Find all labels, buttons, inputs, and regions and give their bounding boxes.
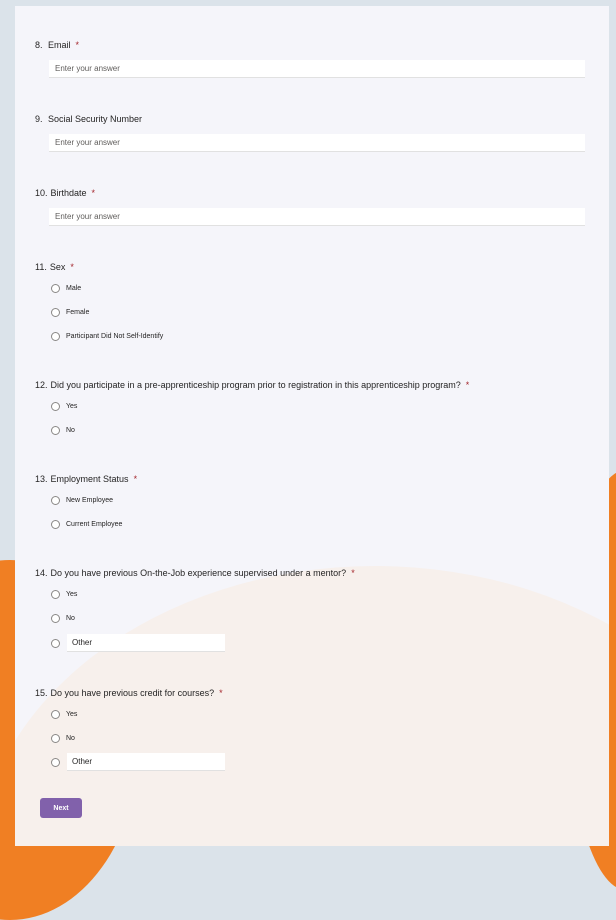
question-text: Email: [48, 40, 71, 50]
question-number: 13.: [35, 474, 48, 484]
required-asterisk: *: [465, 380, 470, 390]
required-asterisk: *: [351, 568, 355, 578]
question-number: 11.: [35, 262, 47, 272]
other-label: Other: [72, 638, 93, 647]
input-placeholder: Enter your answer: [55, 212, 120, 221]
radio-button[interactable]: [51, 520, 60, 529]
radio-button[interactable]: [51, 639, 60, 648]
radio-option-yes[interactable]: [51, 588, 77, 600]
option-label: Yes: [66, 402, 78, 410]
question-text: Sex: [49, 262, 66, 272]
question-number: 14.: [35, 568, 48, 578]
option-label: No: [66, 426, 75, 434]
option-label: New Employee: [66, 496, 114, 504]
question-number: 10.: [35, 188, 48, 198]
required-asterisk: *: [91, 188, 96, 198]
radio-option-male[interactable]: [51, 282, 81, 294]
question-number: 9.: [35, 114, 43, 124]
radio-button[interactable]: [51, 402, 60, 411]
other-text-input[interactable]: [67, 753, 225, 771]
radio-option-other[interactable]: [51, 756, 225, 768]
form-card: [15, 6, 609, 846]
option-label: No: [66, 614, 75, 622]
radio-button[interactable]: [51, 308, 60, 317]
radio-option-no[interactable]: [51, 732, 75, 744]
question-number: 8.: [35, 40, 43, 50]
ssn-input[interactable]: [49, 134, 585, 152]
radio-option-yes[interactable]: [51, 400, 77, 412]
option-label: Yes: [66, 590, 78, 598]
radio-button[interactable]: [51, 426, 60, 435]
option-label: Participant Did Not Self-Identify: [66, 332, 164, 340]
question-number: 12.: [35, 380, 48, 390]
input-placeholder: Enter your answer: [55, 138, 120, 147]
question-title: [35, 188, 95, 198]
required-asterisk: *: [75, 40, 80, 50]
question-title: [35, 40, 79, 50]
radio-option-female[interactable]: [51, 306, 89, 318]
radio-option-new-employee[interactable]: [51, 494, 113, 506]
question-title: [35, 474, 137, 484]
radio-button[interactable]: [51, 614, 60, 623]
required-asterisk: *: [219, 688, 223, 698]
background-wave: [15, 566, 609, 846]
option-label: Current Employee: [66, 520, 123, 528]
question-title: [35, 568, 355, 578]
question-title: [35, 688, 223, 698]
radio-button[interactable]: [51, 590, 60, 599]
input-placeholder: Enter your answer: [55, 64, 120, 73]
question-title: [35, 380, 469, 390]
question-number: 15.: [35, 688, 48, 698]
radio-button[interactable]: [51, 332, 60, 341]
option-label: No: [66, 734, 75, 742]
question-text: Social Security Number: [48, 114, 143, 124]
required-asterisk: *: [133, 474, 138, 484]
radio-option-not-self-identify[interactable]: [51, 330, 163, 342]
question-text: Do you have previous credit for courses?: [50, 688, 215, 698]
question-text: Did you participate in a pre-apprenticeship program prior to registration in this apprenticeship program?: [50, 380, 461, 390]
question-title: [35, 262, 74, 272]
radio-button[interactable]: [51, 496, 60, 505]
radio-button[interactable]: [51, 734, 60, 743]
next-button[interactable]: Next: [40, 798, 82, 818]
option-label: Yes: [66, 710, 78, 718]
radio-option-no[interactable]: [51, 424, 75, 436]
other-label: Other: [72, 757, 93, 766]
question-text: Birthdate: [50, 188, 87, 198]
birthdate-input[interactable]: [49, 208, 585, 226]
question-text: Do you have previous On-the-Job experience supervised under a mentor?: [50, 568, 347, 578]
option-label: Male: [66, 284, 82, 292]
option-label: Female: [66, 308, 90, 316]
other-text-input[interactable]: [67, 634, 225, 652]
radio-button[interactable]: [51, 710, 60, 719]
radio-option-other[interactable]: [51, 637, 225, 649]
radio-button[interactable]: [51, 758, 60, 767]
radio-option-no[interactable]: [51, 612, 75, 624]
radio-button[interactable]: [51, 284, 60, 293]
question-title: [35, 114, 142, 124]
radio-option-current-employee[interactable]: [51, 518, 122, 530]
required-asterisk: *: [70, 262, 74, 272]
radio-option-yes[interactable]: [51, 708, 77, 720]
question-text: Employment Status: [50, 474, 129, 484]
email-input[interactable]: [49, 60, 585, 78]
